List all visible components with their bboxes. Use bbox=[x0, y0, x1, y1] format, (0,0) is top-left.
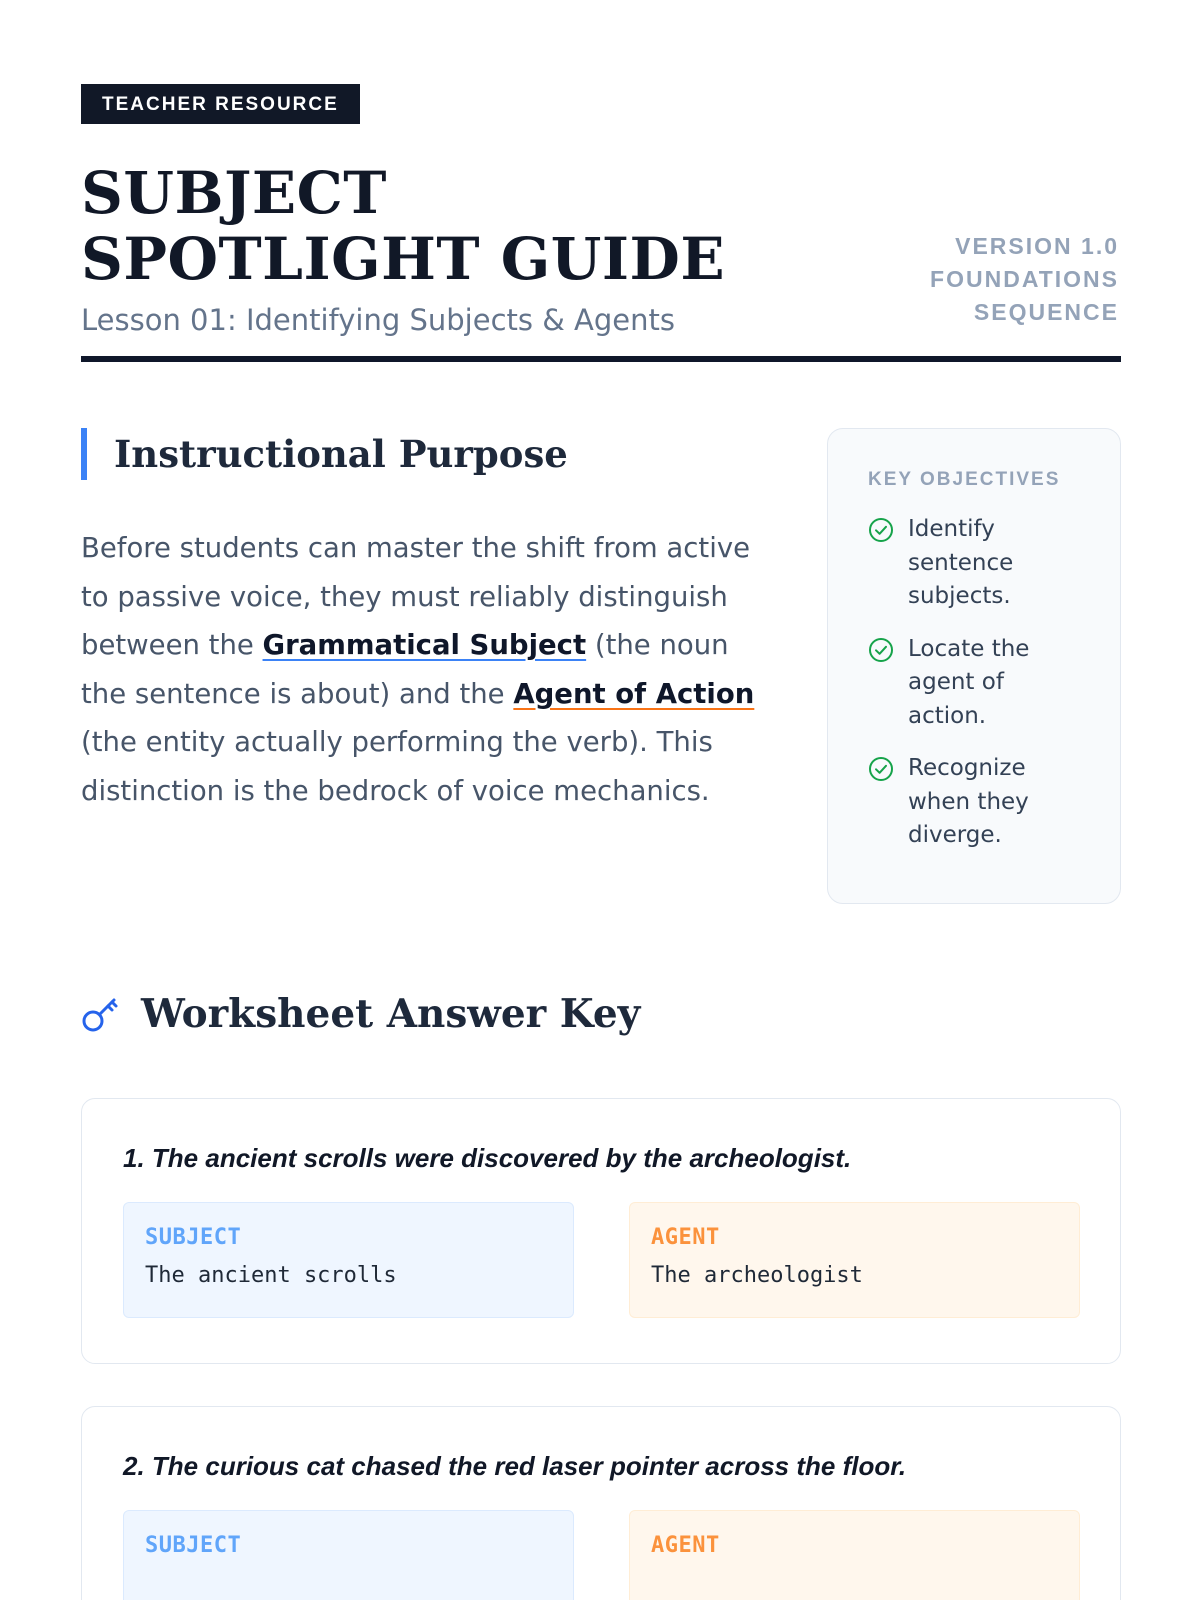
answer-key-title: Worksheet Answer Key bbox=[141, 991, 641, 1037]
lesson-subtitle: Lesson 01: Identifying Subjects & Agents bbox=[81, 303, 675, 337]
objective-text: Identify sentence subjects. bbox=[908, 516, 1014, 609]
term-agent-of-action: Agent of Action bbox=[513, 677, 755, 710]
term-grammatical-subject: Grammatical Subject bbox=[262, 629, 587, 661]
objective-text: Locate the agent of action. bbox=[908, 635, 1030, 729]
answer-card bbox=[81, 1406, 1121, 1600]
purpose-paragraph bbox=[81, 524, 761, 815]
agent-value: The archeologist bbox=[651, 1263, 863, 1288]
subject-box bbox=[123, 1202, 574, 1318]
header bbox=[81, 159, 1121, 337]
objective-item bbox=[868, 752, 1090, 853]
agent-box bbox=[629, 1202, 1080, 1318]
meta-line: VERSION 1.0 bbox=[955, 233, 1119, 259]
accent-bar bbox=[81, 428, 87, 480]
key-icon bbox=[81, 994, 119, 1034]
header-divider bbox=[81, 356, 1121, 362]
objectives-list bbox=[868, 513, 1090, 853]
meta-line: FOUNDATIONS bbox=[930, 266, 1119, 292]
purpose-text-part: (the entity actually performing the verb). This distinction is the bedrock of voice mechanics. bbox=[81, 726, 713, 807]
objective-item bbox=[868, 513, 1090, 614]
agent-label: AGENT bbox=[651, 1225, 720, 1250]
page-title: SUBJECT SPOTLIGHT GUIDE bbox=[81, 159, 726, 293]
purpose-text-part: Before students can master the shift from active to passive voice, they must reliably distinguish between the bbox=[81, 532, 751, 661]
meta-line: SEQUENCE bbox=[973, 299, 1119, 325]
purpose-text-part: (the noun the sentence is about) and the bbox=[81, 629, 729, 710]
agent-box bbox=[629, 1510, 1080, 1600]
objective-item bbox=[868, 633, 1090, 734]
document-page bbox=[81, 84, 1121, 1600]
teacher-resource-badge: TEACHER RESOURCE bbox=[81, 84, 360, 124]
answer-boxes bbox=[123, 1202, 1080, 1318]
objective-text: Recognize when they diverge. bbox=[908, 755, 1029, 848]
answer-boxes bbox=[123, 1510, 1080, 1600]
example-sentence: 2. The curious cat chased the red laser pointer across the floor. bbox=[123, 1451, 907, 1481]
check-circle-icon bbox=[868, 637, 894, 663]
answer-key-heading bbox=[81, 988, 1121, 1040]
key-objectives-panel bbox=[827, 428, 1121, 904]
agent-label: AGENT bbox=[651, 1533, 720, 1558]
subject-value: The ancient scrolls bbox=[145, 1263, 397, 1288]
subject-label: SUBJECT bbox=[145, 1225, 242, 1250]
subject-box bbox=[123, 1510, 574, 1600]
purpose-section bbox=[81, 428, 1121, 900]
section-title: Instructional Purpose bbox=[114, 432, 568, 476]
example-sentence: 1. The ancient scrolls were discovered by the archeologist. bbox=[123, 1143, 852, 1173]
answer-card bbox=[81, 1098, 1121, 1364]
version-meta bbox=[930, 230, 1119, 329]
objectives-title: KEY OBJECTIVES bbox=[868, 469, 1061, 490]
check-circle-icon bbox=[868, 756, 894, 782]
check-circle-icon bbox=[868, 517, 894, 543]
subject-label: SUBJECT bbox=[145, 1533, 242, 1558]
